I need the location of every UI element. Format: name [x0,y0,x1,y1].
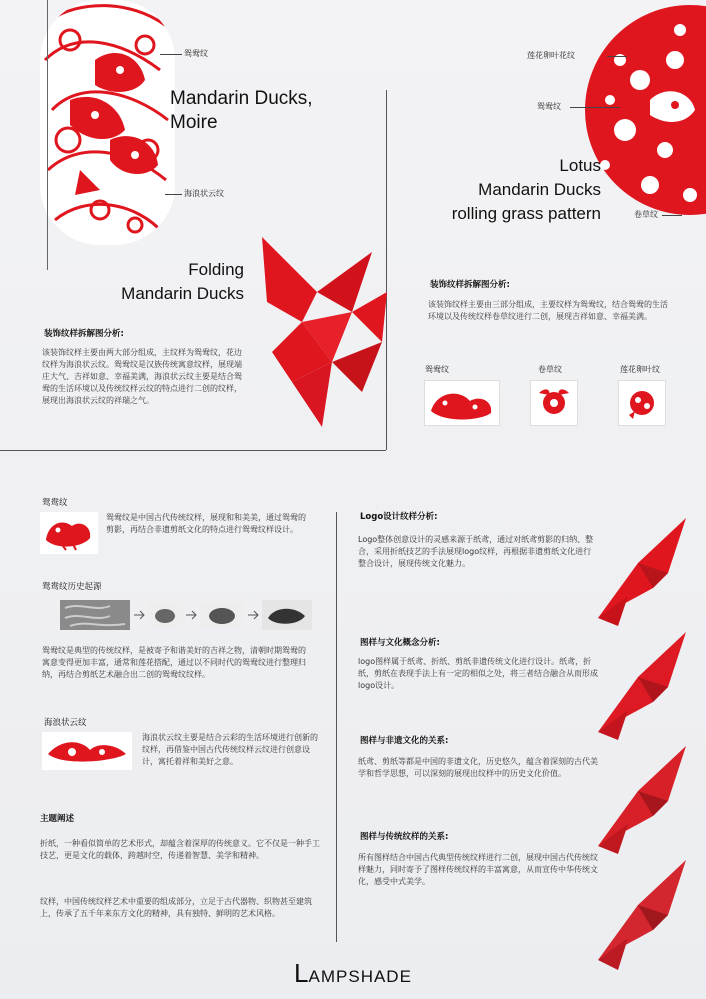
pattern-heading: 图样与传统纹样的关系: [360,832,449,842]
logo-analysis-text: Logo整体创意设计的灵感来源于纸鸢，通过对纸鸢剪影的归纳、整合，采用折纸技艺的手法展现logo纹样，再根据非遗剪纸文化进行整合设计，展现传统文化魅力。 [358,535,594,568]
thumb-grass-image [530,380,578,426]
wave-heading: 海浪状云纹 [44,718,87,728]
thumb-lotus-image [618,380,666,426]
logo-analysis-heading: Logo设计纹样分析: [360,512,438,522]
origami-kite-1 [598,518,698,628]
folding-duck-origami-image [262,232,387,432]
title-mandarin-moire: Mandarin Ducks, Moire [170,88,313,133]
heritage-heading: 图样与非遗文化的关系: [360,736,449,746]
history-heading: 鸳鸯纹历史起源 [42,582,102,592]
divider-top-section [0,450,386,451]
origami-kite-3 [598,746,698,856]
leader-line-wave [165,194,182,195]
leader-line-grass [662,215,682,216]
leader-line-duck-right [570,107,620,108]
label-rolling-grass: 卷草纹 [634,210,658,219]
label-duck-right: 鸳鸯纹 [537,102,561,111]
brand-rest: AMPSHADE [308,967,412,986]
origami-kite-2 [598,632,698,742]
duck-pattern-thumb [40,512,98,554]
wave-pattern-thumb [42,732,132,770]
heritage-text: 纸鸢、剪纸等都是中国的非遗文化，历史悠久，蕴含着深刻的古代美学和哲学思想，可以深刻的展现出纹样中的历史文化价值。 [358,757,598,778]
title-lotus-ducks: Lotus Mandarin Ducks rolling grass pattern [451,156,601,223]
duck-moire-pattern-image [40,0,175,245]
thumb-label-grass: 卷草纹 [538,365,562,374]
thumb-duck-image [424,380,500,426]
duck-pattern-text: 鸳鸯纹是中国古代传统纹样，展现和和美美，通过鸳鸯的剪影，再结合非遗剪纸文化的特点进行鸳鸯纹样设计。 [106,513,306,534]
history-text: 鸳鸯纹是典型的传统纹样，是被寄予和谐美好的吉祥之物，清朝时期鸳鸯的寓意变得更加丰富，通常和莲花搭配，通过以不同时代的鸳鸯纹进行整理归纳，再结合剪纸艺术融合出二创的鸳鸯纹纹样。 [42,646,306,679]
brand-logo [0,958,706,989]
thumb-label-lotus: 莲花卵叶纹 [620,365,660,374]
theme-paragraph-2: 纹样，中国传统纹样艺术中重要的组成部分，立足于古代器物、织物甚至建筑上，传承了五千年来东方文化的精神，具有独特、鲜明的艺术风格。 [40,897,312,918]
lotus-analysis-text: 该装饰纹样主要由三部分组成，主要纹样为鸳鸯纹，结合鸳鸯的生活环境以及传统纹样卷草纹进行二创，展现吉祥如意、幸福美满。 [428,300,668,321]
divider-center-bottom [336,512,337,942]
title-folding-ducks: Folding Mandarin Ducks [121,260,244,303]
thumb-label-duck: 鸳鸯纹 [425,365,449,374]
label-duck-pattern: 鸳鸯纹 [184,49,208,58]
concept-text: logo图样属于纸鸢、折纸、剪纸非遗传统文化进行设计。纸鸢，折纸，剪纸在表现手法上有一定的相似之处，将三者结合融合从而形成logo设计。 [358,657,598,690]
theme-paragraph-1: 折纸，一种看似简单的艺术形式，却蕴含着深厚的传统意义。它不仅是一种手工技艺，更是文化的载体，跨越时空，传递着智慧、美学和精神。 [40,839,320,860]
pattern-text: 所有图样结合中国古代典型传统纹样进行二创，展现中国古代传统纹样魅力，同时寄予了图样传统纹样的丰富寓意，从而宣传中华传统文化，感受中式美学。 [358,853,598,886]
brand-initial: L [294,958,309,988]
duck-pattern-heading: 鸳鸯纹 [42,498,68,508]
wave-text: 海浪状云纹主要是结合云彩的生活环境进行创新的纹样，再借鉴中国古代传统纹样云纹进行创意设计，寓托着祥和美好之意。 [142,733,318,766]
label-wave-cloud: 海浪状云纹 [184,189,224,198]
leader-line-duck [160,54,182,55]
lotus-analysis-heading: 装饰纹样拆解图分析: [430,280,510,290]
divider-left-image [47,0,48,270]
concept-heading: 图样与文化概念分析: [360,638,440,648]
folding-analysis-text: 该装饰纹样主要由两大部分组成，主纹样为鸳鸯纹，花边纹样为海浪状云纹。鸳鸯纹是汉族传统寓意纹样，展现端庄大气、吉祥如意、幸福美满，海浪状云纹主要是结合鸳鸯的生活环境以及传统纹样云纹的特点进行二创的纹样，展现出海浪状云纹的祥瑞之气。 [42,348,242,405]
history-evolution-strip [60,598,315,632]
folding-analysis-heading: 装饰纹样拆解图分析: [44,329,124,339]
leader-line-lotus [607,56,627,57]
label-lotus-leaf: 莲花卵叶花纹 [527,51,575,60]
theme-heading: 主题阐述 [40,814,75,824]
